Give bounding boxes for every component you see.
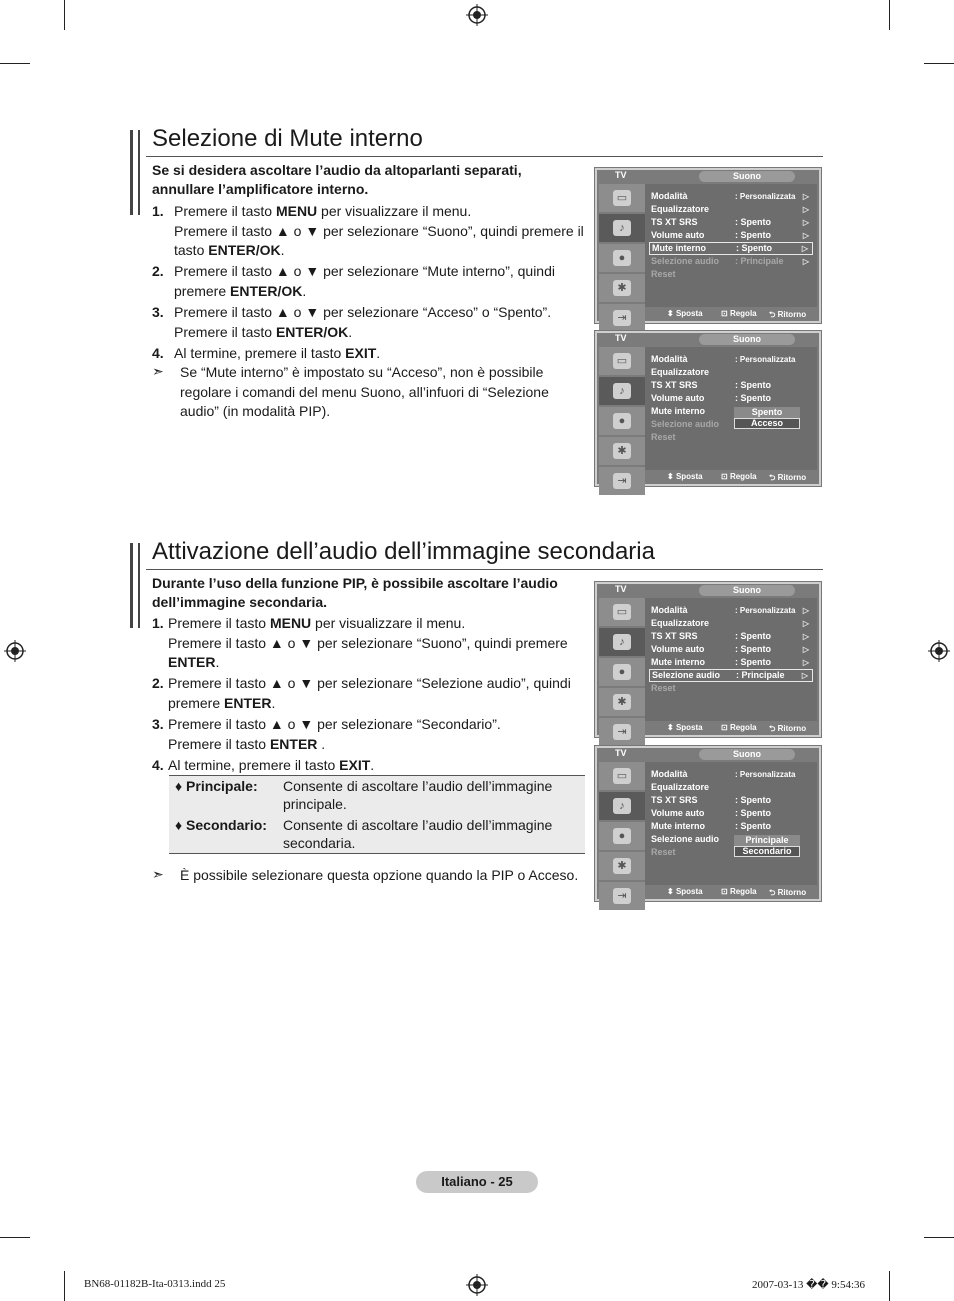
osd-menu-title: Suono bbox=[699, 749, 795, 760]
setup-icon: ✱ bbox=[599, 437, 645, 465]
timestamp-slug: 2007-03-13 �� 9:54:36 bbox=[752, 1279, 865, 1291]
crop-mark bbox=[924, 63, 954, 64]
tv-osd-screen bbox=[594, 745, 822, 902]
input-icon: ⇥ bbox=[599, 304, 645, 332]
crop-mark bbox=[64, 1271, 65, 1301]
input-icon: ⇥ bbox=[599, 467, 645, 495]
step-number: 1. bbox=[152, 203, 164, 219]
osd-menu-title: Suono bbox=[699, 334, 795, 345]
osd-sidebar bbox=[599, 762, 645, 902]
tv-osd-screen bbox=[594, 330, 822, 487]
note-text: È possibile selezionare questa opzione quando la PIP o Acceso. bbox=[180, 867, 579, 883]
osd-footer: ⬍ Sposta ⊡ Regola ⮌ Ritorno bbox=[667, 887, 807, 897]
osd-sidebar bbox=[599, 184, 645, 324]
note-arrow-icon: ➣ bbox=[152, 363, 164, 379]
osd-sidebar bbox=[599, 598, 645, 738]
setup-icon: ✱ bbox=[599, 688, 645, 716]
option-table bbox=[169, 775, 585, 854]
step-number: 1. bbox=[152, 615, 164, 631]
step-item: 2. Premere il tasto ▲ o ▼ per selezionare “Mute interno”, quindi premere ENTER/OK. bbox=[152, 263, 555, 299]
step-number: 2. bbox=[152, 675, 164, 691]
channel-icon: ● bbox=[599, 822, 645, 850]
note bbox=[152, 363, 590, 422]
step-item: 4. Al termine, premere il tasto EXIT. bbox=[152, 344, 584, 364]
sound-icon: ♪ bbox=[599, 377, 645, 405]
step-number: 3. bbox=[152, 304, 164, 320]
registration-mark-icon bbox=[466, 4, 488, 26]
crop-mark bbox=[889, 1271, 890, 1301]
step-item: 4. Al termine, premere il tasto EXIT. bbox=[152, 756, 584, 776]
crop-mark bbox=[64, 0, 65, 30]
crop-mark bbox=[0, 1237, 30, 1238]
section-title: Selezione di Mute interno bbox=[152, 125, 423, 152]
option-desc: Consente di ascoltare l’audio dell’immagine secondaria. bbox=[283, 817, 553, 851]
section-title: Attivazione dell’audio dell’immagine secondaria bbox=[152, 538, 655, 565]
crop-mark bbox=[924, 1237, 954, 1238]
registration-mark-icon bbox=[928, 640, 950, 662]
step-item: 3. Premere il tasto ▲ o ▼ per selezionare “Secondario”. Premere il tasto ENTER . bbox=[152, 716, 501, 752]
osd-footer: ⬍ Sposta ⊡ Regola ⮌ Ritorno bbox=[667, 309, 807, 319]
osd-tv-label: TV bbox=[615, 748, 627, 758]
section-bar bbox=[138, 543, 140, 628]
osd-panel: Modalità : Personalizzata ▷ Equalizzatore ▷ TS XT SRS : Spento ▷ Volume auto : Spento ▷ Mute interno : Spento ▷ Selezione audio : Principale ▷ Reset bbox=[645, 184, 817, 307]
step-item: 1. Premere il tasto MENU per visualizzare il menu. Premere il tasto ▲ o ▼ per selezionare “Suono”, quindi premere il tasto ENTER/OK. bbox=[152, 203, 584, 258]
sound-icon: ♪ bbox=[599, 628, 645, 656]
option-key: ♦ Secondario: bbox=[175, 817, 267, 833]
sound-icon: ♪ bbox=[599, 792, 645, 820]
option-desc: Consente di ascoltare l’audio dell’immagine principale. bbox=[283, 778, 553, 812]
step-list bbox=[152, 202, 584, 365]
channel-icon: ● bbox=[599, 658, 645, 686]
page-number: Italiano - 25 bbox=[416, 1171, 538, 1193]
osd-tv-label: TV bbox=[615, 333, 627, 343]
crop-mark bbox=[889, 0, 890, 30]
step-list bbox=[152, 614, 584, 777]
osd-panel: Modalità : Personalizzata Equalizzatore TS XT SRS : Spento Volume auto : Spento Mute interno Selezione audio Reset Spento Acceso bbox=[645, 347, 817, 470]
section-intro: Se si desidera ascoltare l’audio da altoparlanti separati, annullare l’amplificatore interno. bbox=[152, 162, 522, 197]
osd-menu-title: Suono bbox=[699, 585, 795, 596]
channel-icon: ● bbox=[599, 407, 645, 435]
osd-footer: ⬍ Sposta ⊡ Regola ⮌ Ritorno bbox=[667, 472, 807, 482]
sound-icon: ♪ bbox=[599, 214, 645, 242]
osd-tv-label: TV bbox=[615, 170, 627, 180]
note-arrow-icon: ➣ bbox=[152, 866, 164, 882]
note-text: Se “Mute interno” è impostato su “Acceso”, non è possibile regolare i comandi del menu Suono, all’infuori di “Selezione audio” (in modalità PIP). bbox=[180, 364, 549, 419]
setup-icon: ✱ bbox=[599, 274, 645, 302]
osd-panel: Modalità : Personalizzata ▷ Equalizzatore ▷ TS XT SRS : Spento ▷ Volume auto : Spento ▷ Mute interno : Spento ▷ Selezione audio : Principale ▷ Reset bbox=[645, 598, 817, 721]
step-item: 1. Premere il tasto MENU per visualizzare il menu. Premere il tasto ▲ o ▼ per selezionare “Suono”, quindi premere ENTER. bbox=[152, 615, 568, 670]
section-bar bbox=[130, 130, 133, 215]
input-icon: ⇥ bbox=[599, 718, 645, 746]
osd-dropdown: Spento Acceso bbox=[734, 407, 800, 429]
osd-dropdown: Principale Secondario bbox=[734, 835, 800, 857]
osd-footer: ⬍ Sposta ⊡ Regola ⮌ Ritorno bbox=[667, 723, 807, 733]
step-item: 3. Premere il tasto ▲ o ▼ per selezionare “Acceso” o “Spento”. Premere il tasto ENTER/OK. bbox=[152, 304, 552, 340]
crop-mark bbox=[0, 63, 30, 64]
note bbox=[152, 866, 580, 886]
section-rule bbox=[146, 569, 823, 570]
section-rule bbox=[146, 156, 823, 157]
tv-osd-screen bbox=[594, 167, 822, 324]
osd-menu-title: Suono bbox=[699, 171, 795, 182]
option-key: ♦ Principale: bbox=[175, 778, 258, 794]
channel-icon: ● bbox=[599, 244, 645, 272]
picture-icon: ▭ bbox=[599, 347, 645, 375]
step-number: 2. bbox=[152, 263, 164, 279]
section-bar bbox=[138, 130, 140, 215]
picture-icon: ▭ bbox=[599, 184, 645, 212]
section-bar bbox=[130, 543, 133, 628]
picture-icon: ▭ bbox=[599, 762, 645, 790]
option-row bbox=[169, 777, 585, 816]
osd-sidebar bbox=[599, 347, 645, 487]
file-slug: BN68-01182B-Ita-0313.indd 25 bbox=[84, 1278, 226, 1290]
osd-tv-label: TV bbox=[615, 584, 627, 594]
registration-mark-icon bbox=[4, 640, 26, 662]
tv-osd-screen bbox=[594, 581, 822, 738]
osd-panel: Modalità : Personalizzata Equalizzatore TS XT SRS : Spento Volume auto : Spento Mute interno : Spento Selezione audio Reset Principale Secondario bbox=[645, 762, 817, 885]
section-intro: Durante l’uso della funzione PIP, è possibile ascoltare l’audio dell’immagine secondaria. bbox=[152, 575, 558, 610]
picture-icon: ▭ bbox=[599, 598, 645, 626]
step-number: 4. bbox=[152, 757, 164, 773]
option-row bbox=[169, 816, 585, 855]
registration-mark-icon bbox=[466, 1274, 488, 1296]
step-item: 2. Premere il tasto ▲ o ▼ per selezionare “Selezione audio”, quindi premere ENTER. bbox=[152, 675, 571, 711]
input-icon: ⇥ bbox=[599, 882, 645, 910]
step-number: 3. bbox=[152, 716, 164, 732]
step-number: 4. bbox=[152, 345, 164, 361]
setup-icon: ✱ bbox=[599, 852, 645, 880]
